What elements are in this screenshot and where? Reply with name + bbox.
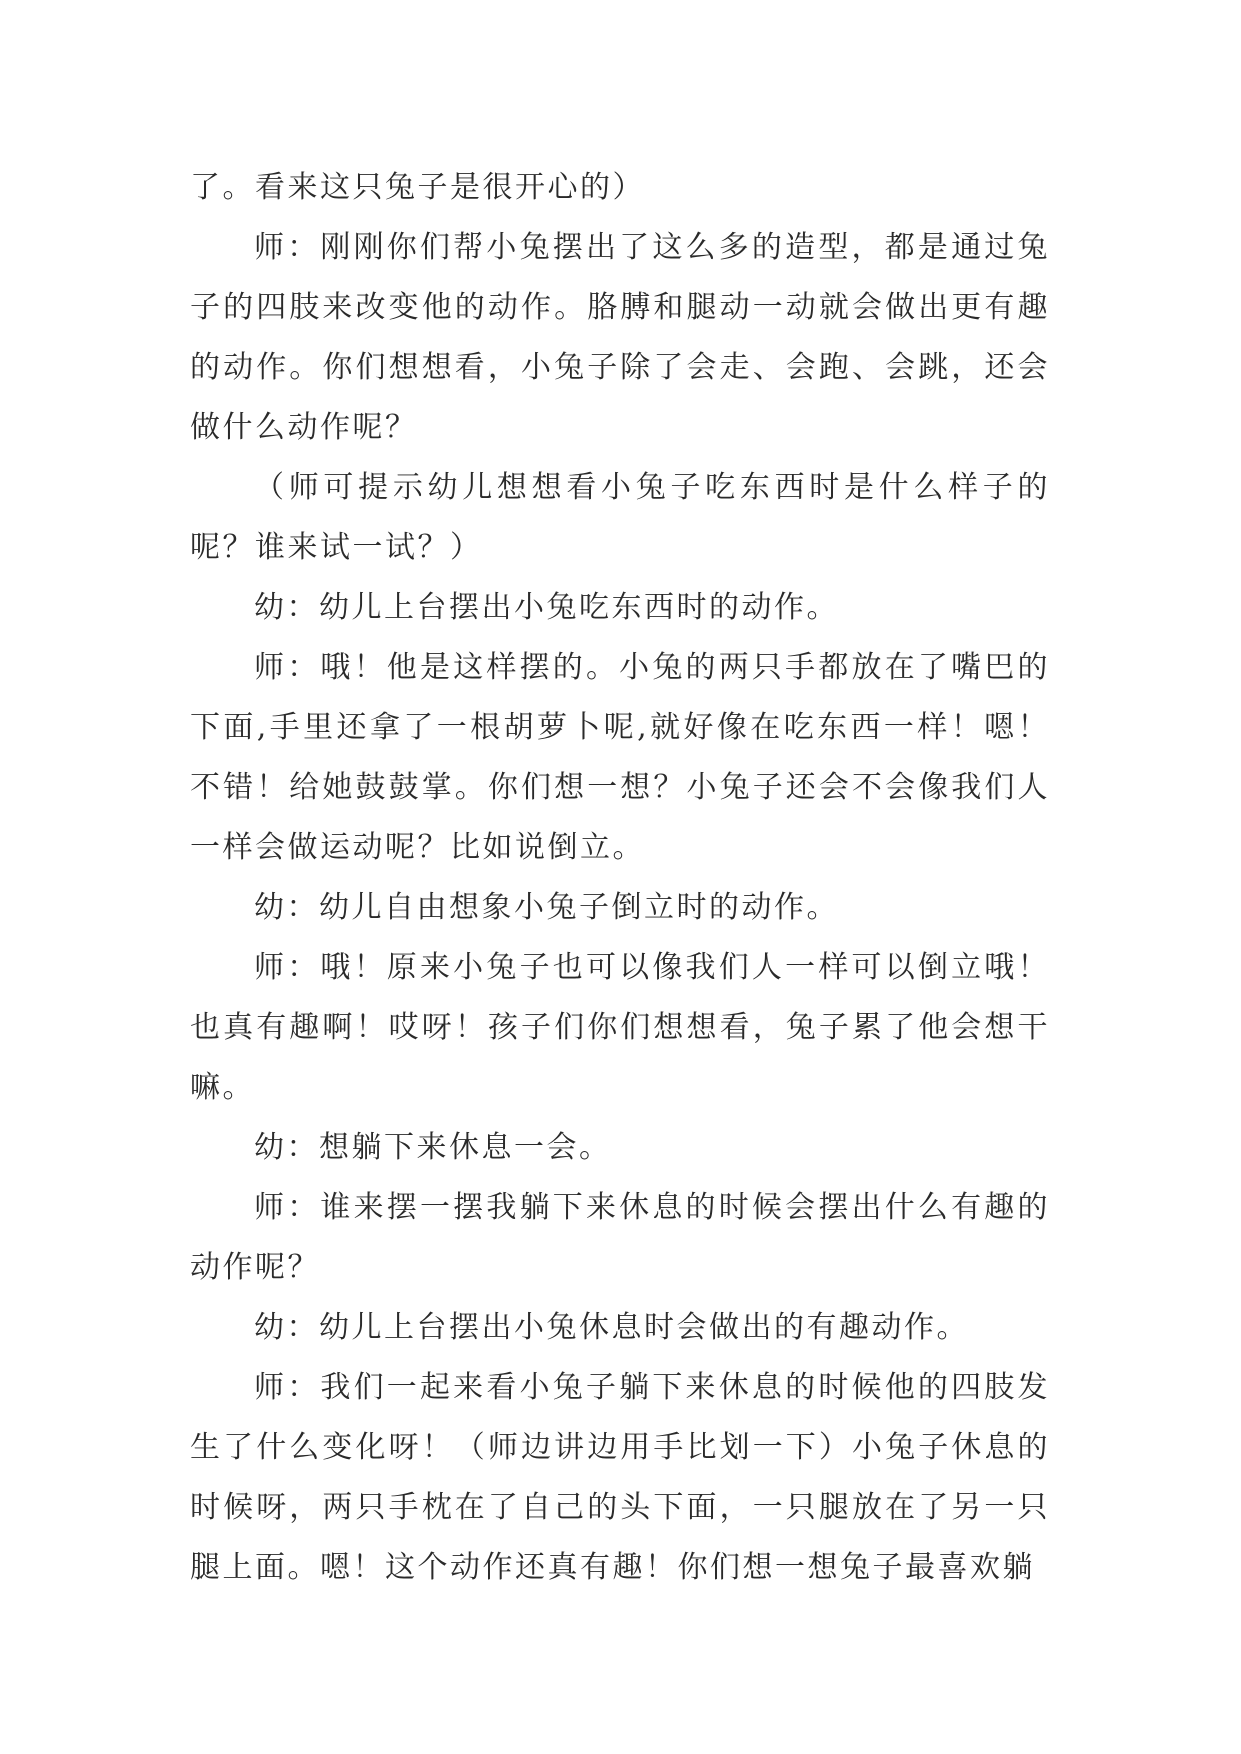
paragraph: 师：谁来摆一摆我躺下来休息的时候会摆出什么有趣的动作呢？: [190, 1190, 1050, 1285]
paragraph: 了。看来这只兔子是很开心的）: [190, 170, 645, 205]
paragraph: 幼：想躺下来休息一会。: [254, 1130, 612, 1165]
paragraph: 幼：幼儿上台摆出小兔吃东西时的动作。: [254, 590, 839, 625]
paragraph: 师：哦！他是这样摆的。小兔的两只手都放在了嘴巴的下面,手里还拿了一根胡萝卜呢,就好像在吃东西一样！嗯！不错！给她鼓鼓掌。你们想一想？小兔子还会不会像我们人一样会做运动呢？比如说倒立。: [190, 650, 1050, 865]
paragraph: 幼：幼儿自由想象小兔子倒立时的动作。: [254, 890, 839, 925]
paragraph: 幼：幼儿上台摆出小兔休息时会做出的有趣动作。: [254, 1310, 969, 1345]
paragraph: 师：刚刚你们帮小兔摆出了这么多的造型，都是通过兔子的四肢来改变他的动作。胳膊和腿动一动就会做出更有趣的动作。你们想想看，小兔子除了会走、会跑、会跳，还会做什么动作呢？: [190, 230, 1050, 445]
document-body: [190, 158, 1050, 1598]
paragraph: 师：我们一起来看小兔子躺下来休息的时候他的四肢发生了什么变化呀！（师边讲边用手比划一下）小兔子休息的时候呀，两只手枕在了自己的头下面，一只腿放在了另一只腿上面。嗯！这个动作还真有趣！你们想一想兔子最喜欢躺: [190, 1370, 1050, 1585]
paragraph: 师：哦！原来小兔子也可以像我们人一样可以倒立哦！也真有趣啊！哎呀！孩子们你们想想看，兔子累了他会想干嘛。: [190, 950, 1050, 1105]
paragraph: （师可提示幼儿想想看小兔子吃东西时是什么样子的呢？谁来试一试？）: [190, 470, 1050, 565]
